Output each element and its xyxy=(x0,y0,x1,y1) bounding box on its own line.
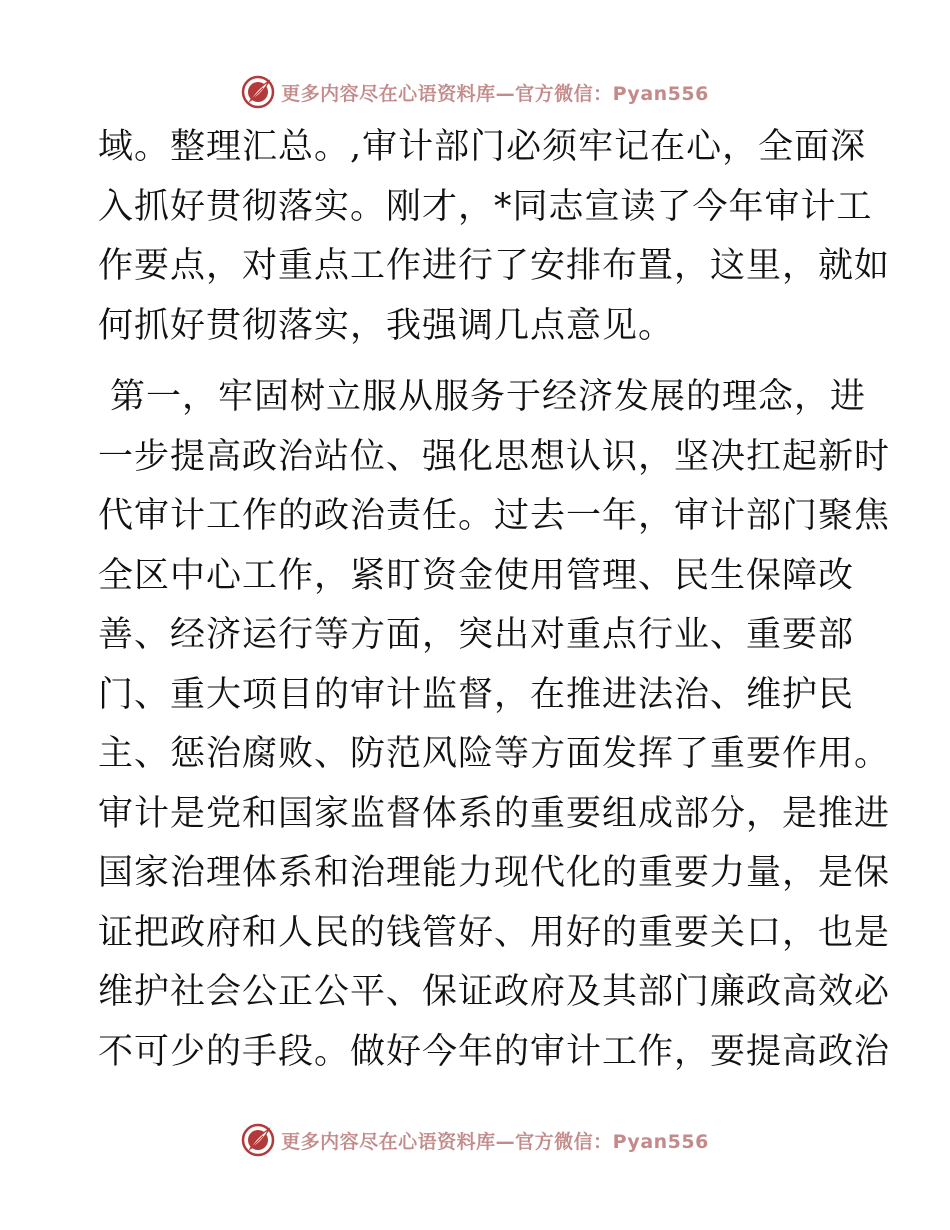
text-line: 善、经济运行等方面，突出对重点行业、重要部 xyxy=(98,615,855,655)
text-line: 维护社会公正公平、保证政府及其部门廉政高效必 xyxy=(98,972,891,1012)
text-line: 不可少的手段。做好今年的审计工作，要提高政治 xyxy=(98,1031,891,1072)
text-line: 证把政府和人民的钱管好、用好的重要关口，也是 xyxy=(98,912,891,953)
paragraph-first-point xyxy=(98,368,891,1082)
footer-watermark-banner xyxy=(0,1118,950,1162)
paragraph-intro xyxy=(98,118,891,356)
text-line: 何抓好贯彻落实，我强调几点意见。 xyxy=(98,305,675,346)
text-line: 第一，牢固树立服从服务于经济发展的理念，进 xyxy=(110,377,867,417)
text-line: 门、重大项目的审计监督，在推进法治、维护民 xyxy=(98,674,855,715)
text-line: 一步提高政治站位、强化思想认识，坚决扛起新时 xyxy=(98,436,891,477)
watermark-text: 更多内容尽在心语资料库—官方微信：Pyan556 xyxy=(281,1130,709,1153)
document-body xyxy=(98,118,891,1082)
text-line: 全区中心工作，紧盯资金使用管理、民生保障改 xyxy=(98,555,855,596)
text-line: 域。整理汇总。,审计部门必须牢记在心，全面深 xyxy=(98,127,867,167)
feather-pen-logo-icon xyxy=(241,1123,275,1157)
watermark-text: 更多内容尽在心语资料库—官方微信：Pyan556 xyxy=(281,82,709,105)
text-line: 国家治理体系和治理能力现代化的重要力量，是保 xyxy=(98,853,891,893)
text-line: 主、惩治腐败、防范风险等方面发挥了重要作用。 xyxy=(98,734,891,774)
feather-pen-logo-icon xyxy=(241,75,275,109)
text-line: 审计是党和国家监督体系的重要组成部分，是推进 xyxy=(98,793,891,834)
text-line: 入抓好贯彻落实。刚才，*同志宣读了今年审计工 xyxy=(98,186,873,227)
text-line: 作要点，对重点工作进行了安排布置，这里，就如 xyxy=(98,246,891,286)
text-line: 代审计工作的政治责任。过去一年，审计部门聚焦 xyxy=(98,496,891,536)
header-watermark-banner xyxy=(0,70,950,114)
